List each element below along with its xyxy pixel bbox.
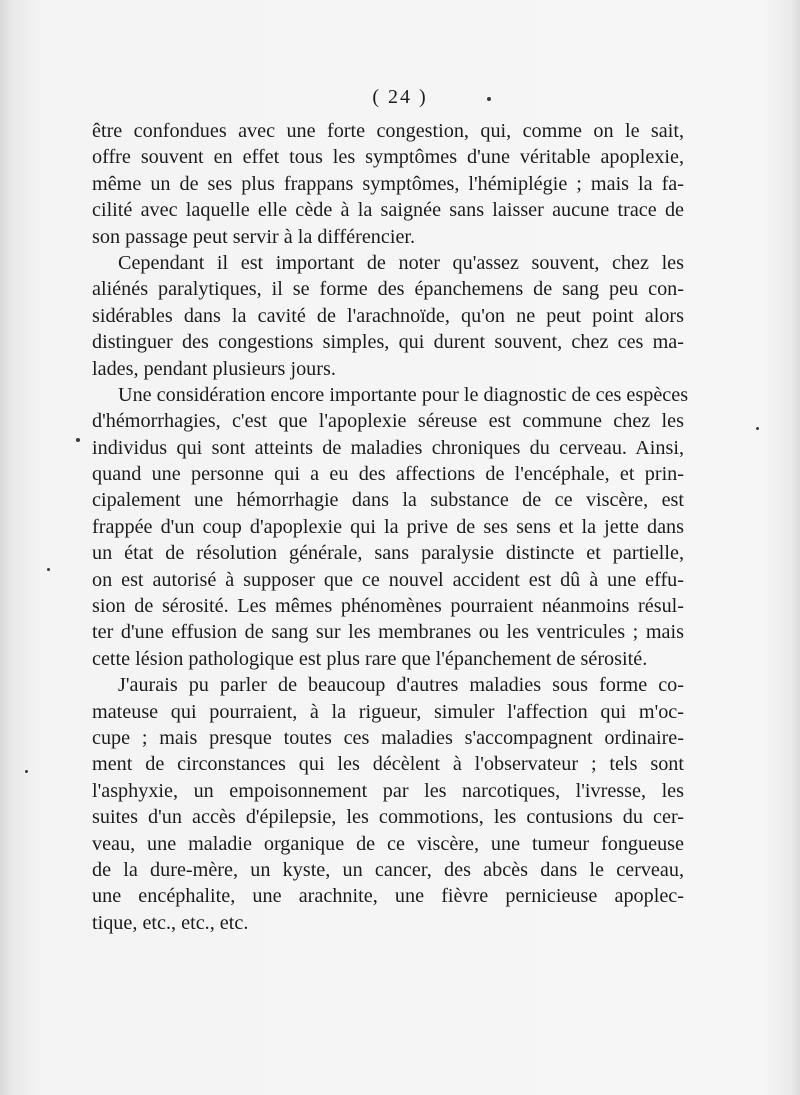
text-line: son passage peut servir à la différencier. [92, 225, 416, 248]
page-number: ( 24 ) [372, 86, 428, 108]
text-line: suites d'un accès d'épilepsie, les commotions, les contusions du cer- [92, 806, 684, 829]
text-line: distinguer des congestions simples, qui durent souvent, chez ces ma- [92, 331, 684, 354]
ink-speck [756, 427, 759, 430]
text-line: aliénés paralytiques, il se forme des épanchemens de sang peu con- [92, 278, 684, 301]
ink-speck [487, 97, 491, 101]
text-line: veau, une maladie organique de ce viscère, une tumeur fongueuse [92, 832, 684, 855]
text-line: sidérables dans la cavité de l'arachnoïde, qu'on ne peut point alors [92, 304, 684, 327]
body-text [92, 118, 689, 936]
text-line: une encéphalite, une arachnite, une fièvre pernicieuse apoplec- [92, 885, 684, 908]
text-line: offre souvent en effet tous les symptômes d'une véritable apoplexie, [92, 146, 684, 169]
paragraph-4 [92, 672, 684, 936]
text-line: cette lésion pathologique est plus rare que l'épanchement de sérosité. [92, 647, 648, 670]
paragraph-1 [92, 118, 684, 250]
text-line: cipalement une hémorrhagie dans la substance de ce viscère, est [92, 489, 684, 512]
text-line: tique, etc., etc., etc. [92, 911, 249, 934]
text-line: même un de ses plus frappans symptômes, l'hémiplégie ; mais la fa- [92, 172, 684, 195]
ink-speck [25, 770, 28, 773]
text-line: frappée d'un coup d'apoplexie qui la prive de ses sens et la jette dans [92, 515, 684, 538]
text-line: d'hémorrhagies, c'est que l'apoplexie séreuse est commune chez les [92, 410, 684, 433]
text-line: ment de circonstances qui les décèlent à l'observateur ; tels sont [92, 753, 684, 776]
text-line: Une considération encore importante pour le diagnostic de ces espèces [118, 383, 689, 406]
text-line: sion de sérosité. Les mêmes phénomènes pourraient néanmoins résul- [92, 595, 684, 618]
text-line: cilité avec laquelle elle cède à la saignée sans laisser aucune trace de [92, 199, 684, 222]
text-line: mateuse qui pourraient, à la rigueur, simuler l'affection qui m'oc- [92, 700, 684, 723]
text-line: de la dure-mère, un kyste, un cancer, des abcès dans le cerveau, [92, 858, 684, 881]
text-line: cupe ; mais presque toutes ces maladies s'accompagnent ordinaire- [92, 726, 684, 749]
text-line: ter d'une effusion de sang sur les membranes ou les ventricules ; mais [92, 621, 684, 644]
text-line: lades, pendant plusieurs jours. [92, 357, 336, 380]
text-line: J'aurais pu parler de beaucoup d'autres maladies sous forme co- [118, 674, 684, 697]
text-line: on est autorisé à supposer que ce nouvel accident est dû à une effu- [92, 568, 684, 591]
text-line: être confondues avec une forte congestion, qui, comme on le sait, [92, 120, 684, 142]
paragraph-2 [92, 250, 684, 382]
ink-speck [47, 568, 50, 571]
text-line: l'asphyxie, un empoisonnement par les narcotiques, l'ivresse, les [92, 779, 684, 802]
text-line: individus qui sont atteints de maladies chroniques du cerveau. Ainsi, [92, 436, 684, 459]
ink-speck [76, 438, 80, 442]
text-line: un état de résolution générale, sans paralysie distincte et partielle, [92, 542, 684, 565]
text-line: Cependant il est important de noter qu'assez souvent, chez les [118, 251, 684, 274]
paragraph-3 [92, 382, 689, 672]
text-line: quand une personne qui a eu des affections de l'encéphale, et prin- [92, 463, 684, 486]
